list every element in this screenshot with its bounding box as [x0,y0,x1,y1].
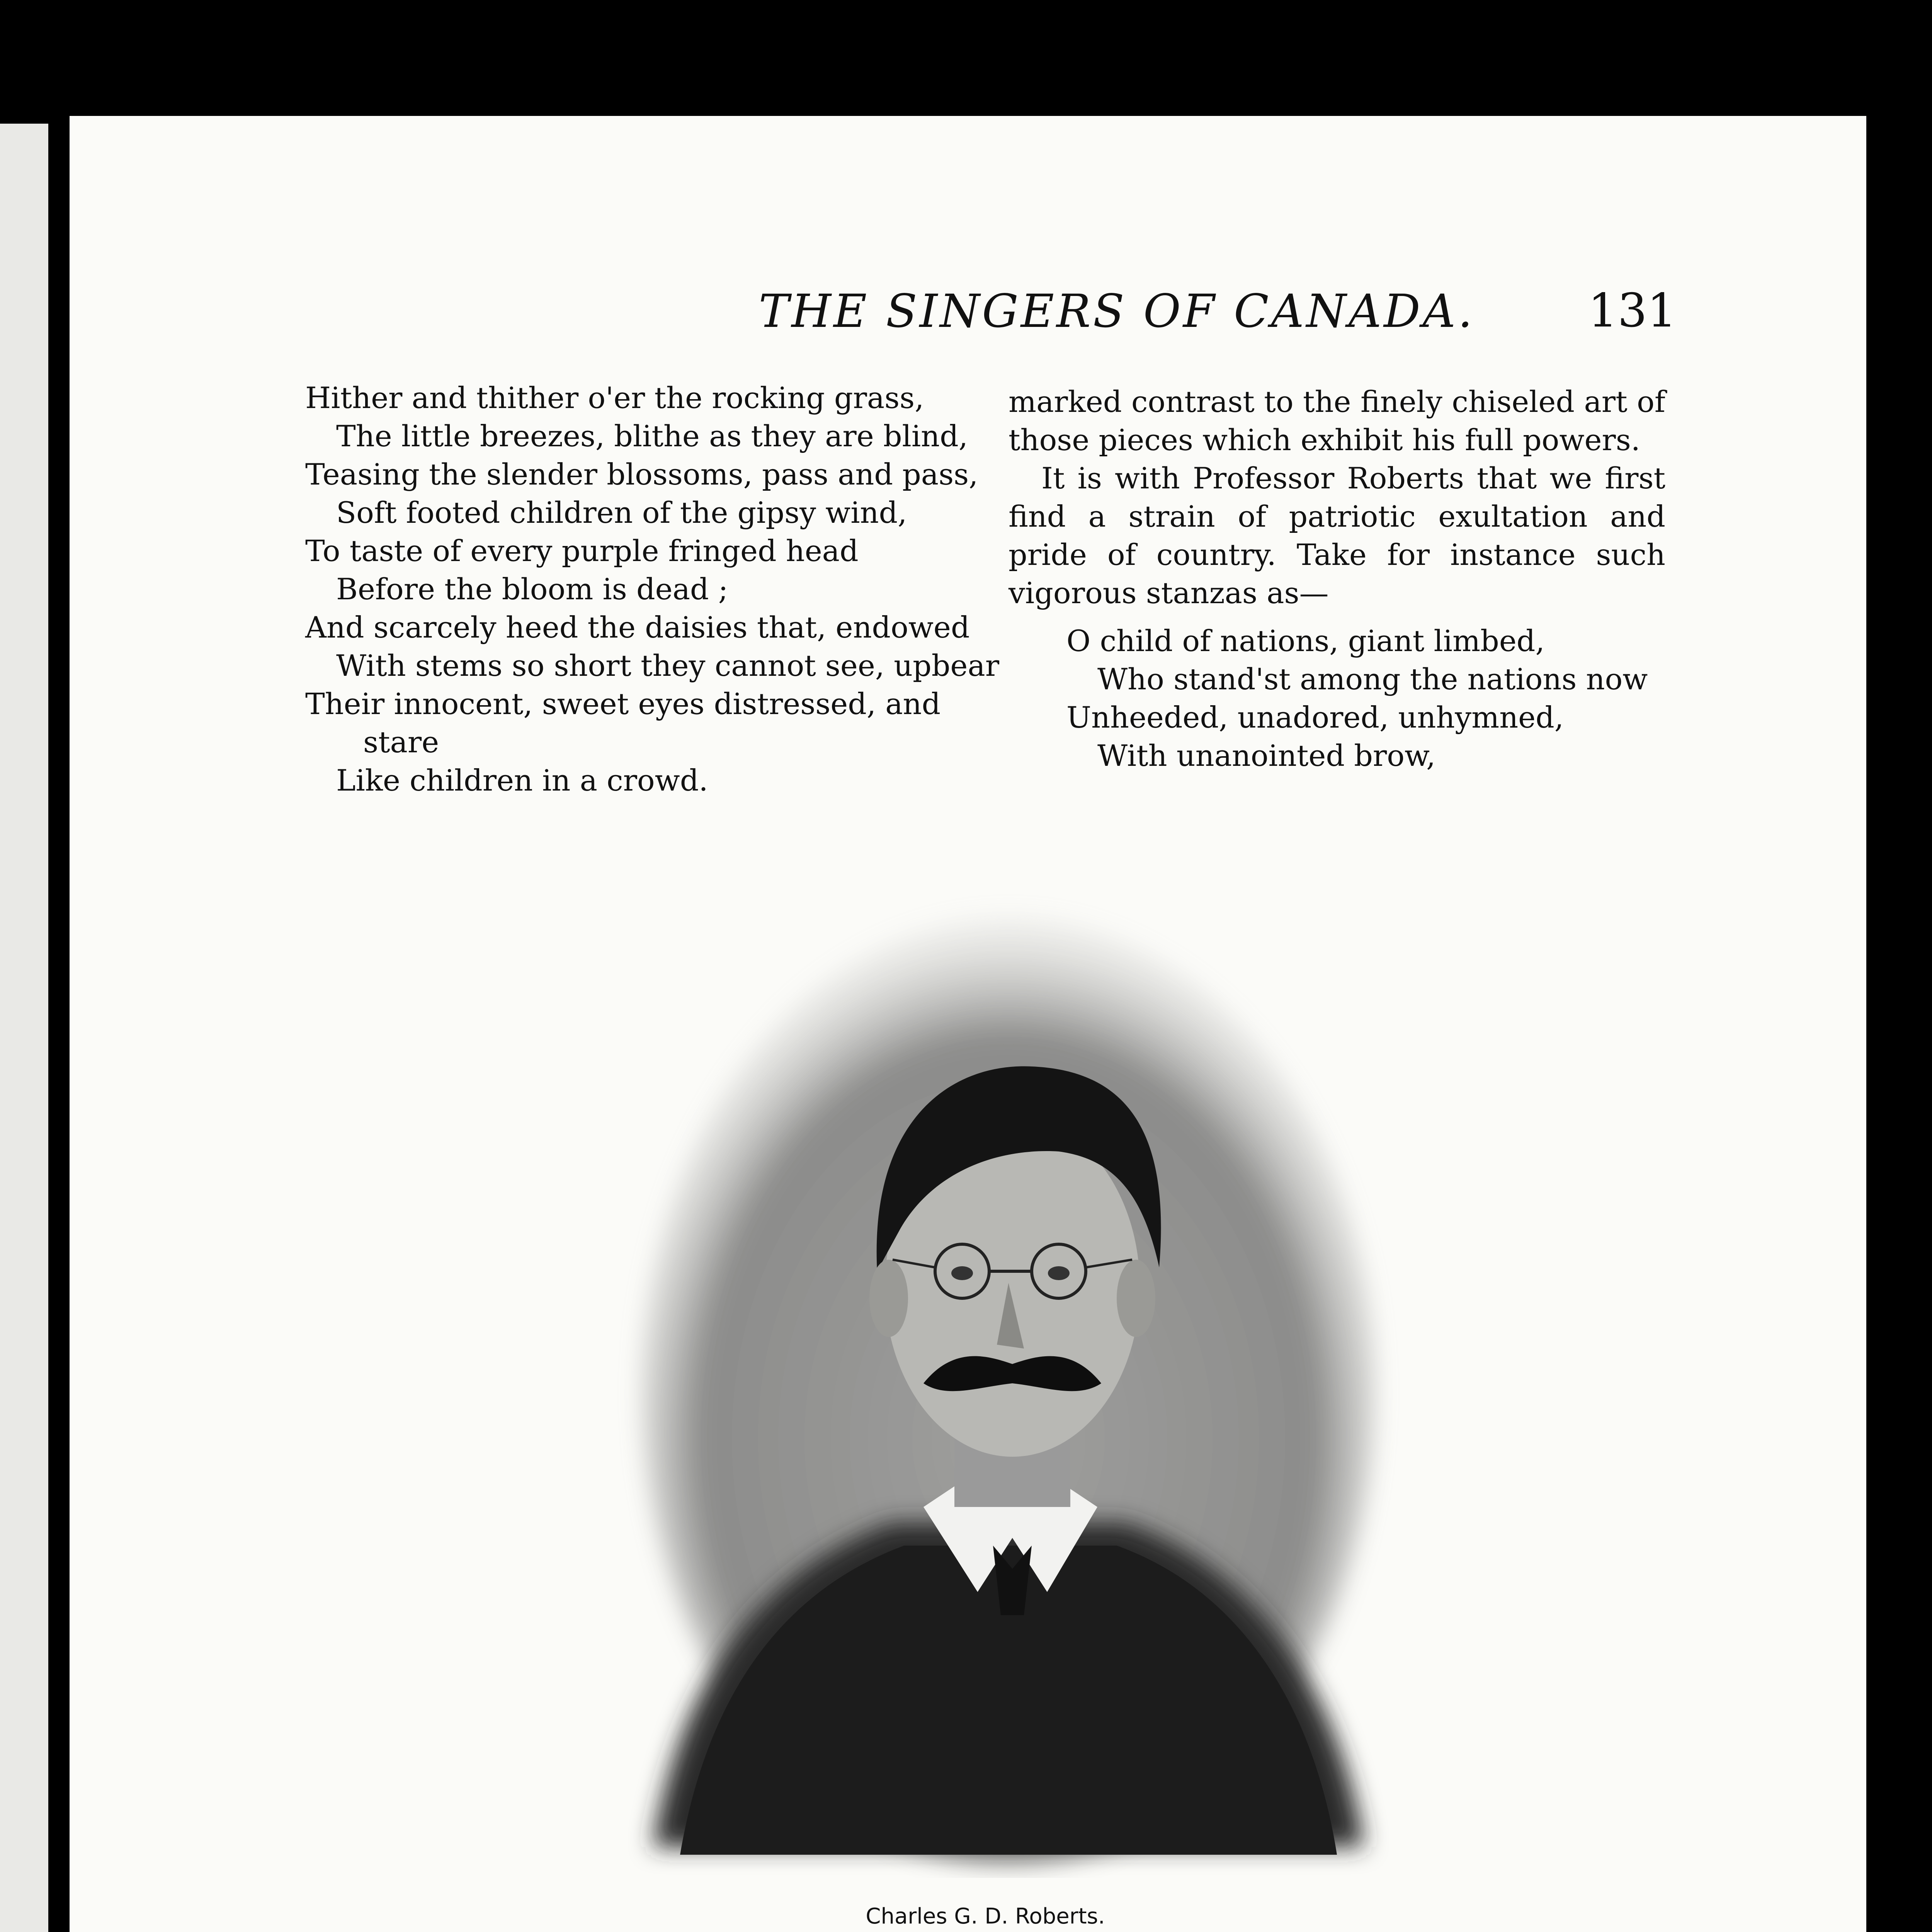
page-number: 131 [1588,284,1677,338]
poem-line: Unheeded, unadored, unhymned, [1066,700,1564,735]
running-header-title: THE SINGERS OF CANADA. [759,284,1475,338]
poem-line: O child of nations, giant limbed, [1066,624,1545,658]
poem-line: Hither and thither o'er the rocking grass, [305,381,924,415]
poem-line: With stems so short they cannot see, upbear [336,648,1000,683]
photo-caption: Charles G. D. Roberts. [866,1904,1105,1929]
right-column-top [1009,383,1665,775]
poem-line: Soft footed children of the gipsy wind, [336,495,907,530]
poem-top-left [305,379,1000,799]
poem-line: With unanointed brow, [1097,738,1436,773]
paragraph: It is with Professor Roberts that we first find a strain of patriotic exultation and pride of country. Take for instance such vigorous stanzas as— [1009,461,1665,610]
poem-line: To taste of every purple fringed head [305,534,859,568]
portrait-photograph [583,881,1434,1878]
poem-line: The little breezes, blithe as they are blind, [336,419,968,453]
poem-line: Before the bloom is dead ; [336,572,728,606]
poem-line: Their innocent, sweet eyes distressed, and [305,687,941,721]
paragraph: marked contrast to the finely chiseled art of those pieces which exhibit his full powers. [1009,384,1665,457]
facing-page-edge [0,124,48,1932]
poem-line: Teasing the slender blossoms, pass and pass, [305,457,978,492]
poem-line: And scarcely heed the daisies that, endowed [305,610,970,645]
poem-line: Like children in a crowd. [336,763,708,798]
quoted-stanza [1009,622,1665,775]
poem-line: Who stand'st among the nations now [1097,662,1648,696]
poem-line: stare [363,725,439,759]
